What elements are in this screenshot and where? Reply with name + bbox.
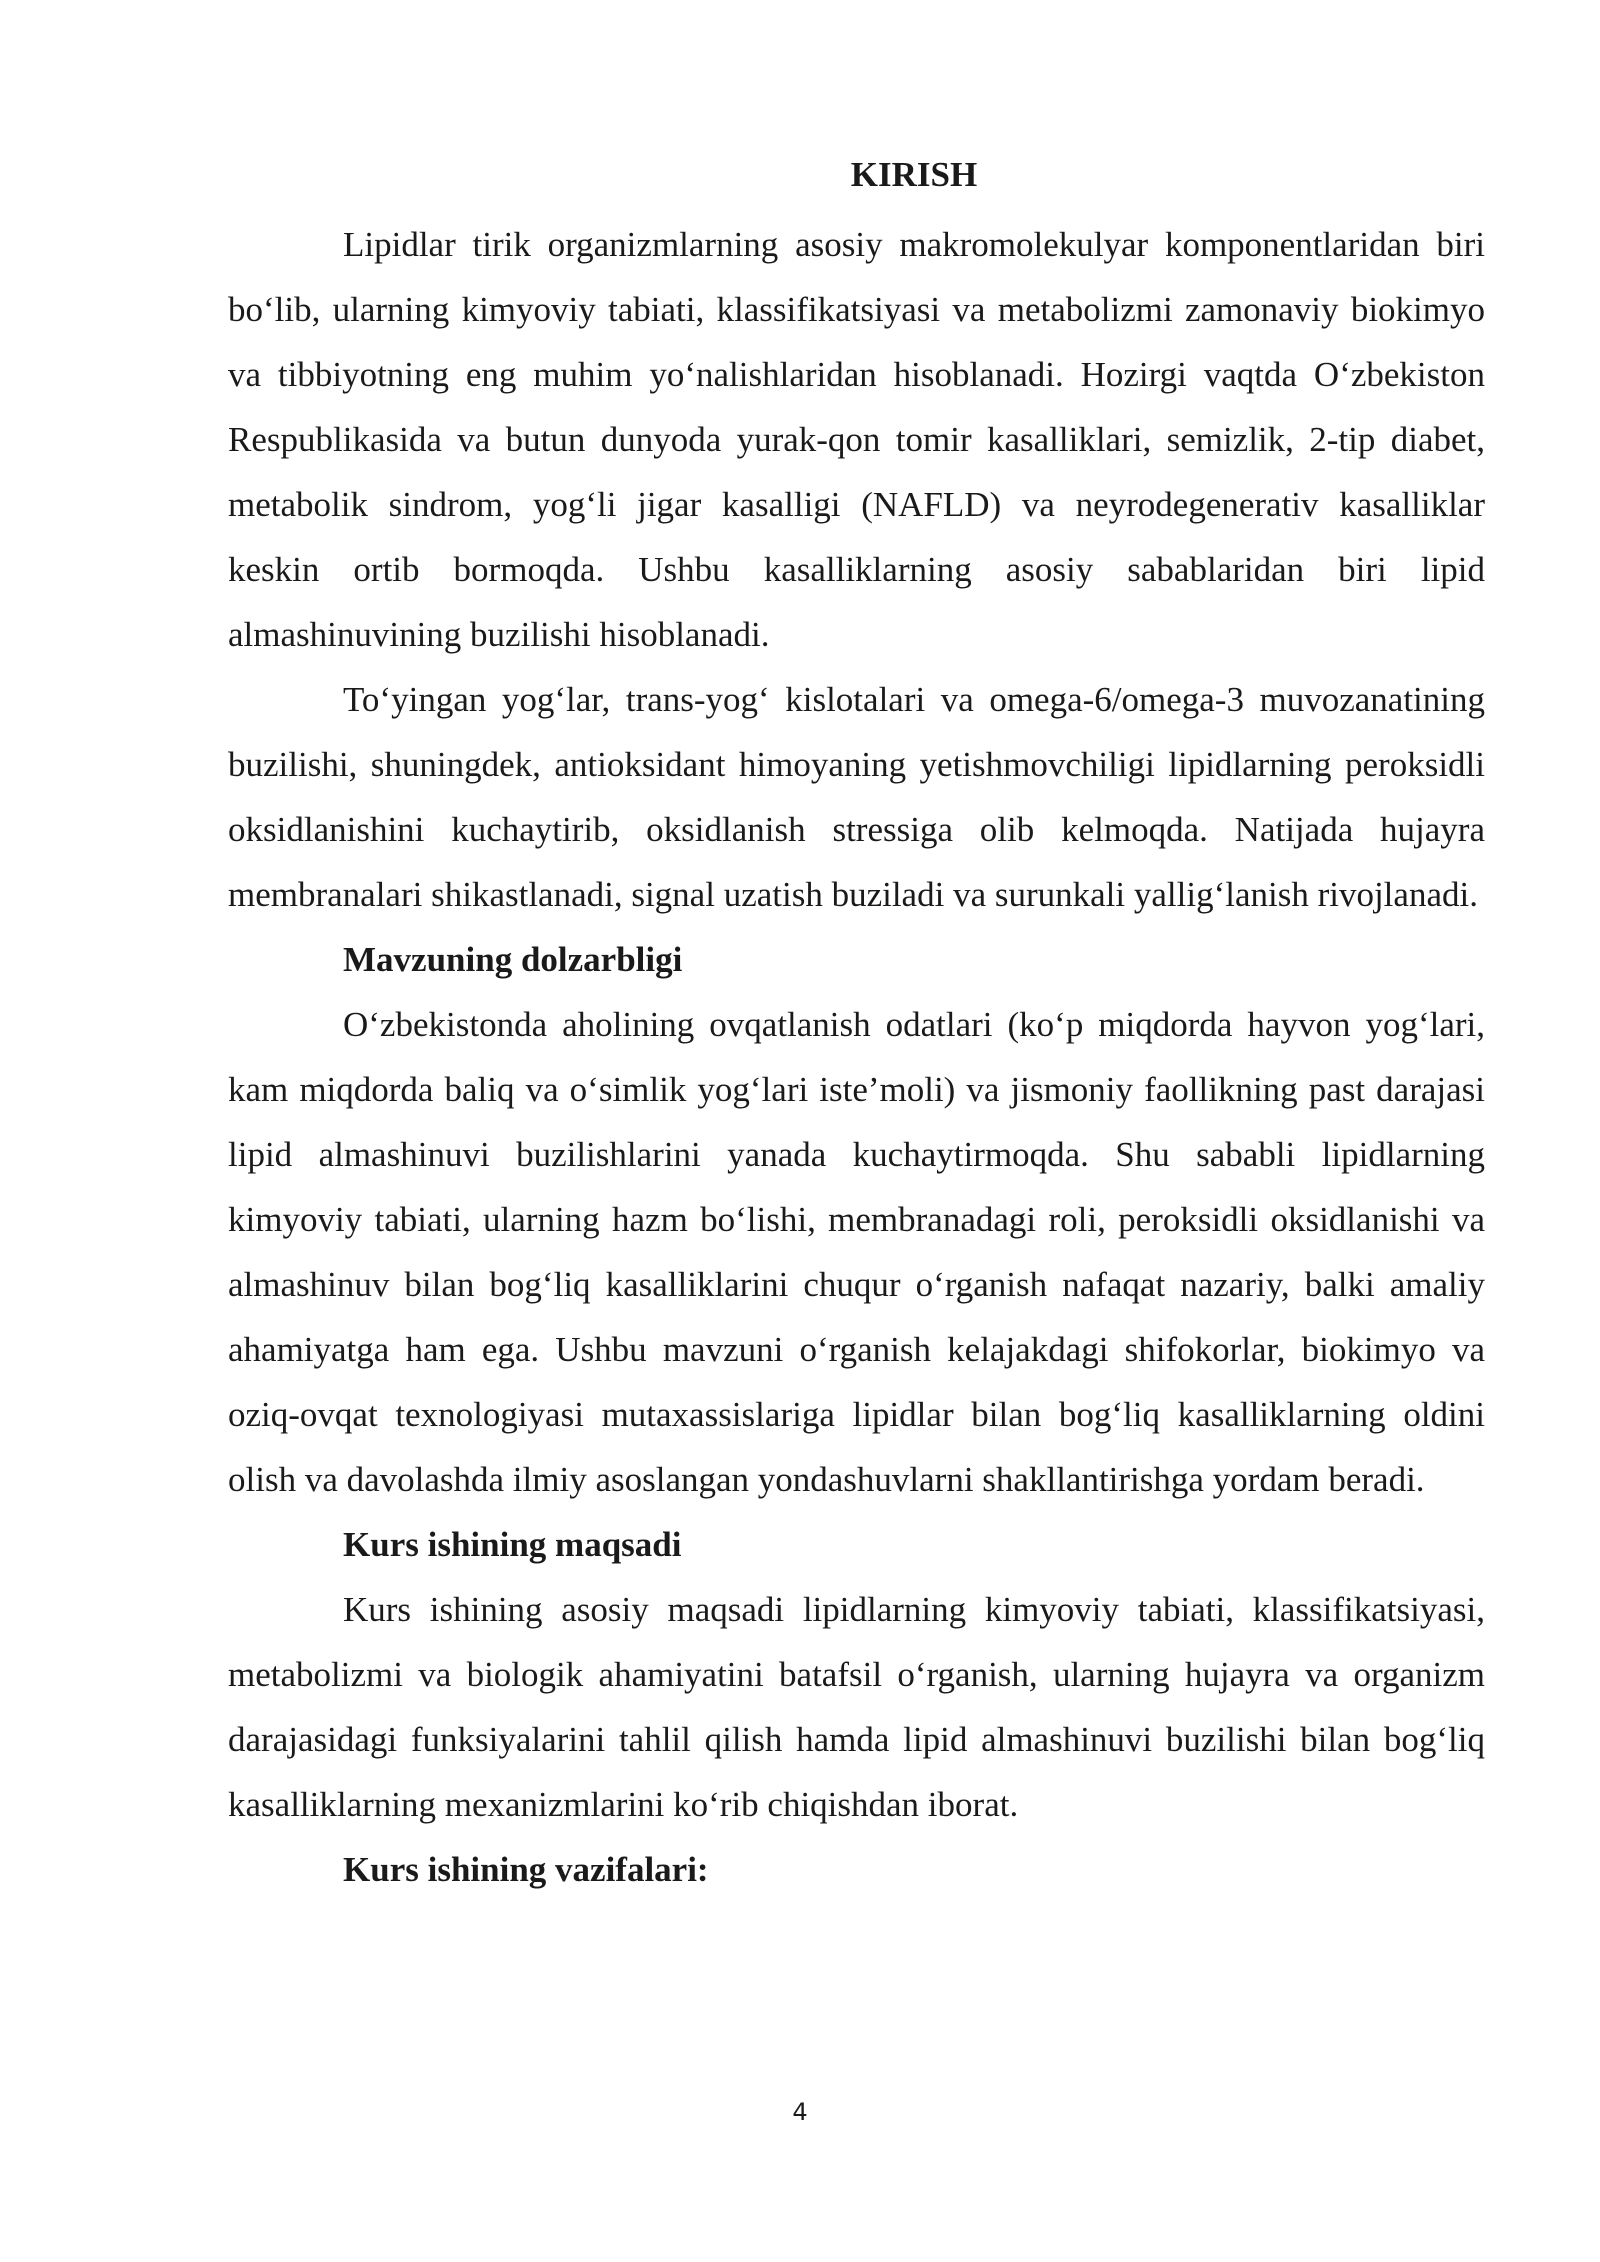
document-page [228,148,1485,1902]
intro-paragraph-2: To‘yingan yog‘lar, trans-yog‘ kislotalari va omega-6/omega-3 muvozanatining buzilishi, shuningdek, antioksidant himoyaning yetishmovchiligi lipidlarning peroksidli oksidlanishini kuchaytirib, oksidlanish stressiga olib kelmoqda. Natijada hujayra membranalari shikastlanadi, signal uzatish buziladi va surunkali yallig‘lanish rivojlanadi. [228,680,1485,914]
page-title: KIRISH [850,155,978,194]
section-heading-goal: Kurs ishining maqsadi [343,1525,682,1564]
intro-paragraph-1: Lipidlar tirik organizmlarning asosiy makromolekulyar komponentlaridan biri bo‘lib, ularning kimyoviy tabiati, klassifikatsiyasi va metabolizmi zamonaviy biokimyo va tibbiyotning eng muhim yo‘nalishlaridan hisoblanadi. Hozirgi vaqtda O‘zbekiston Respublikasida va butun dunyoda yurak-qon tomir kasalliklari, semizlik, 2-tip diabet, metabolik sindrom, yog‘li jigar kasalligi (NAFLD) va neyrodegenerativ kasalliklar keskin ortib bormoqda. Ushbu kasalliklarning asosiy sabablaridan biri lipid almashinuvining buzilishi hisoblanadi. [228,225,1485,654]
relevance-paragraph: O‘zbekistonda aholining ovqatlanish odatlari (ko‘p miqdorda hayvon yog‘lari, kam miqdorda baliq va o‘simlik yog‘lari iste’moli) va jismoniy faollikning past darajasi lipid almashinuvi buzilishlarini yanada kuchaytirmoqda. Shu sababli lipidlarning kimyoviy tabiati, ularning hazm bo‘lishi, membranadagi roli, peroksidli oksidlanishi va almashinuv bilan bog‘liq kasalliklarini chuqur o‘rganish nafaqat nazariy, balki amaliy ahamiyatga ham ega. Ushbu mavzuni o‘rganish kelajakdagi shifokorlar, biokimyo va oziq-ovqat texnologiyasi mutaxassislariga lipidlar bilan bog‘liq kasalliklarning oldini olish va davolashda ilmiy asoslangan yondashuvlarni shakllantirishga yordam beradi. [228,1005,1485,1499]
goal-paragraph: Kurs ishining asosiy maqsadi lipidlarning kimyoviy tabiati, klassifikatsiyasi, metabolizmi va biologik ahamiyatini batafsil o‘rganish, ularning hujayra va organizm darajasidagi funksiyalarini tahlil qilish hamda lipid almashinuvi buzilishi bilan bog‘liq kasalliklarning mexanizmlarini ko‘rib chiqishdan iborat. [228,1590,1485,1824]
page-number: 4 [792,2098,808,2126]
section-heading-relevance: Mavzuning dolzarbligi [343,940,683,979]
section-heading-tasks: Kurs ishining vazifalari: [343,1850,709,1889]
